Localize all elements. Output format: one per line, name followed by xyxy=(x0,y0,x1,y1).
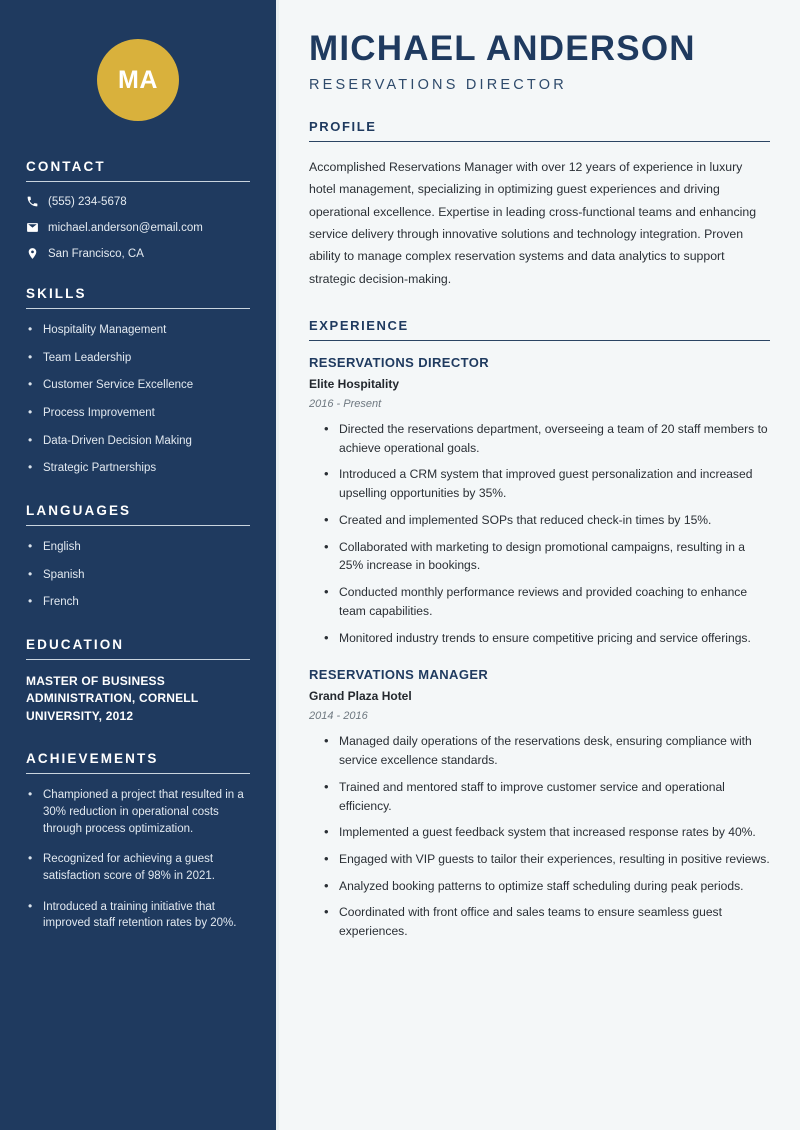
experience-divider xyxy=(309,340,770,341)
job-company: Grand Plaza Hotel xyxy=(309,689,412,704)
job-title: RESERVATIONS MANAGER xyxy=(309,667,489,683)
list-item: • Hospitality Management xyxy=(26,322,250,339)
contact-email-text: michael.anderson@email.com xyxy=(48,221,203,234)
contact-item-phone[interactable] xyxy=(26,195,250,208)
job-dates: 2016 - Present xyxy=(309,398,382,410)
languages-list xyxy=(26,539,250,611)
list-item: • French xyxy=(26,594,250,611)
skills-divider xyxy=(26,308,250,309)
list-item: • English xyxy=(26,539,250,556)
list-item: • Conducted monthly performance reviews and provided coaching to enhance team capabilities. xyxy=(323,583,770,620)
list-item: • Strategic Partnerships xyxy=(26,460,250,477)
list-item: • Engaged with VIP guests to tailor their experiences, resulting in positive reviews. xyxy=(323,850,770,869)
job-role-subtitle: RESERVATIONS DIRECTOR xyxy=(309,76,567,93)
list-item: • Directed the reservations department, overseeing a team of 20 staff members to achieve operational goals. xyxy=(323,420,770,457)
list-item: • Analyzed booking patterns to optimize staff scheduling during peak periods. xyxy=(323,877,770,896)
list-item: • Data-Driven Decision Making xyxy=(26,433,250,450)
email-icon xyxy=(26,221,46,234)
achievements-heading: ACHIEVEMENTS xyxy=(26,751,159,767)
job-company: Elite Hospitality xyxy=(309,377,400,391)
skills-list xyxy=(26,322,250,477)
contact-section xyxy=(26,159,250,260)
sidebar xyxy=(0,0,279,1130)
experience-entry xyxy=(309,667,770,941)
education-heading: EDUCATION xyxy=(26,637,125,653)
list-item: • Introduced a CRM system that improved guest personalization and increased upselling opportunities by 35%. xyxy=(323,465,770,502)
list-item: • Introduced a training initiative that improved staff retention rates by 20%. xyxy=(26,899,250,932)
list-item: • Monitored industry trends to ensure competitive pricing and service offerings. xyxy=(323,629,770,648)
achievements-section xyxy=(26,751,250,932)
languages-section xyxy=(26,503,250,611)
location-pin-icon xyxy=(26,247,46,260)
avatar-initials: MA xyxy=(97,39,179,121)
list-item: • Collaborated with marketing to design promotional campaigns, resulting in a 25% increase in bookings. xyxy=(323,538,770,575)
experience-heading: EXPERIENCE xyxy=(309,318,409,333)
skills-heading: SKILLS xyxy=(26,286,87,301)
phone-icon xyxy=(26,195,46,208)
contact-heading: CONTACT xyxy=(26,159,106,174)
job-bullet-list xyxy=(309,732,770,941)
list-item: • Created and implemented SOPs that reduced check-in times by 15%. xyxy=(323,511,770,530)
list-item: • Implemented a guest feedback system that increased response rates by 40%. xyxy=(323,823,770,842)
list-item: • Coordinated with front office and sales teams to ensure seamless guest experiences. xyxy=(323,903,770,940)
profile-section xyxy=(309,119,770,290)
main-content xyxy=(279,0,800,1130)
list-item: • Spanish xyxy=(26,567,250,584)
profile-heading: PROFILE xyxy=(309,118,377,134)
list-item: • Trained and mentored staff to improve customer service and operational efficiency. xyxy=(323,778,770,815)
achievements-divider xyxy=(26,773,250,774)
contact-divider xyxy=(26,181,250,182)
achievements-list xyxy=(26,787,250,932)
page-title: MICHAEL ANDERSON xyxy=(309,29,696,68)
list-item: • Team Leadership xyxy=(26,350,250,367)
list-item: • Managed daily operations of the reservations desk, ensuring compliance with service excellence standards. xyxy=(323,732,770,769)
avatar-container xyxy=(26,0,250,159)
list-item: • Process Improvement xyxy=(26,405,250,422)
contact-item-email[interactable] xyxy=(26,221,250,234)
job-dates: 2014 - 2016 xyxy=(309,710,368,723)
languages-heading: LANGUAGES xyxy=(26,503,132,519)
profile-divider xyxy=(309,141,770,142)
job-title: RESERVATIONS DIRECTOR xyxy=(309,355,490,370)
list-item: • Recognized for achieving a guest satisfaction score of 98% in 2021. xyxy=(26,851,250,884)
education-section xyxy=(26,637,250,725)
list-item: • Customer Service Excellence xyxy=(26,377,250,394)
list-item: • Championed a project that resulted in a 30% reduction in operational costs through process optimization. xyxy=(26,787,250,837)
contact-item-location[interactable] xyxy=(26,247,250,260)
profile-text: Accomplished Reservations Manager with over 12 years of experience in luxury hotel management, specializing in optimizing guest experiences and driving operational excellence. Expertise in leading cross-functional teams and enhancing service delivery through innovative solutions and technology integration. Proven ability to manage complex reservation systems and data analytics to support strategic decision-making. xyxy=(309,159,757,286)
education-item: MASTER OF BUSINESS ADMINISTRATION, CORNELL UNIVERSITY, 2012 xyxy=(26,674,199,723)
languages-divider xyxy=(26,525,250,526)
education-divider xyxy=(26,659,250,660)
experience-entry xyxy=(309,355,770,647)
skills-section xyxy=(26,286,250,477)
contact-location-text: San Francisco, CA xyxy=(48,247,144,260)
experience-section xyxy=(309,318,770,941)
job-bullet-list xyxy=(309,420,770,647)
contact-phone-text: (555) 234-5678 xyxy=(48,195,127,208)
